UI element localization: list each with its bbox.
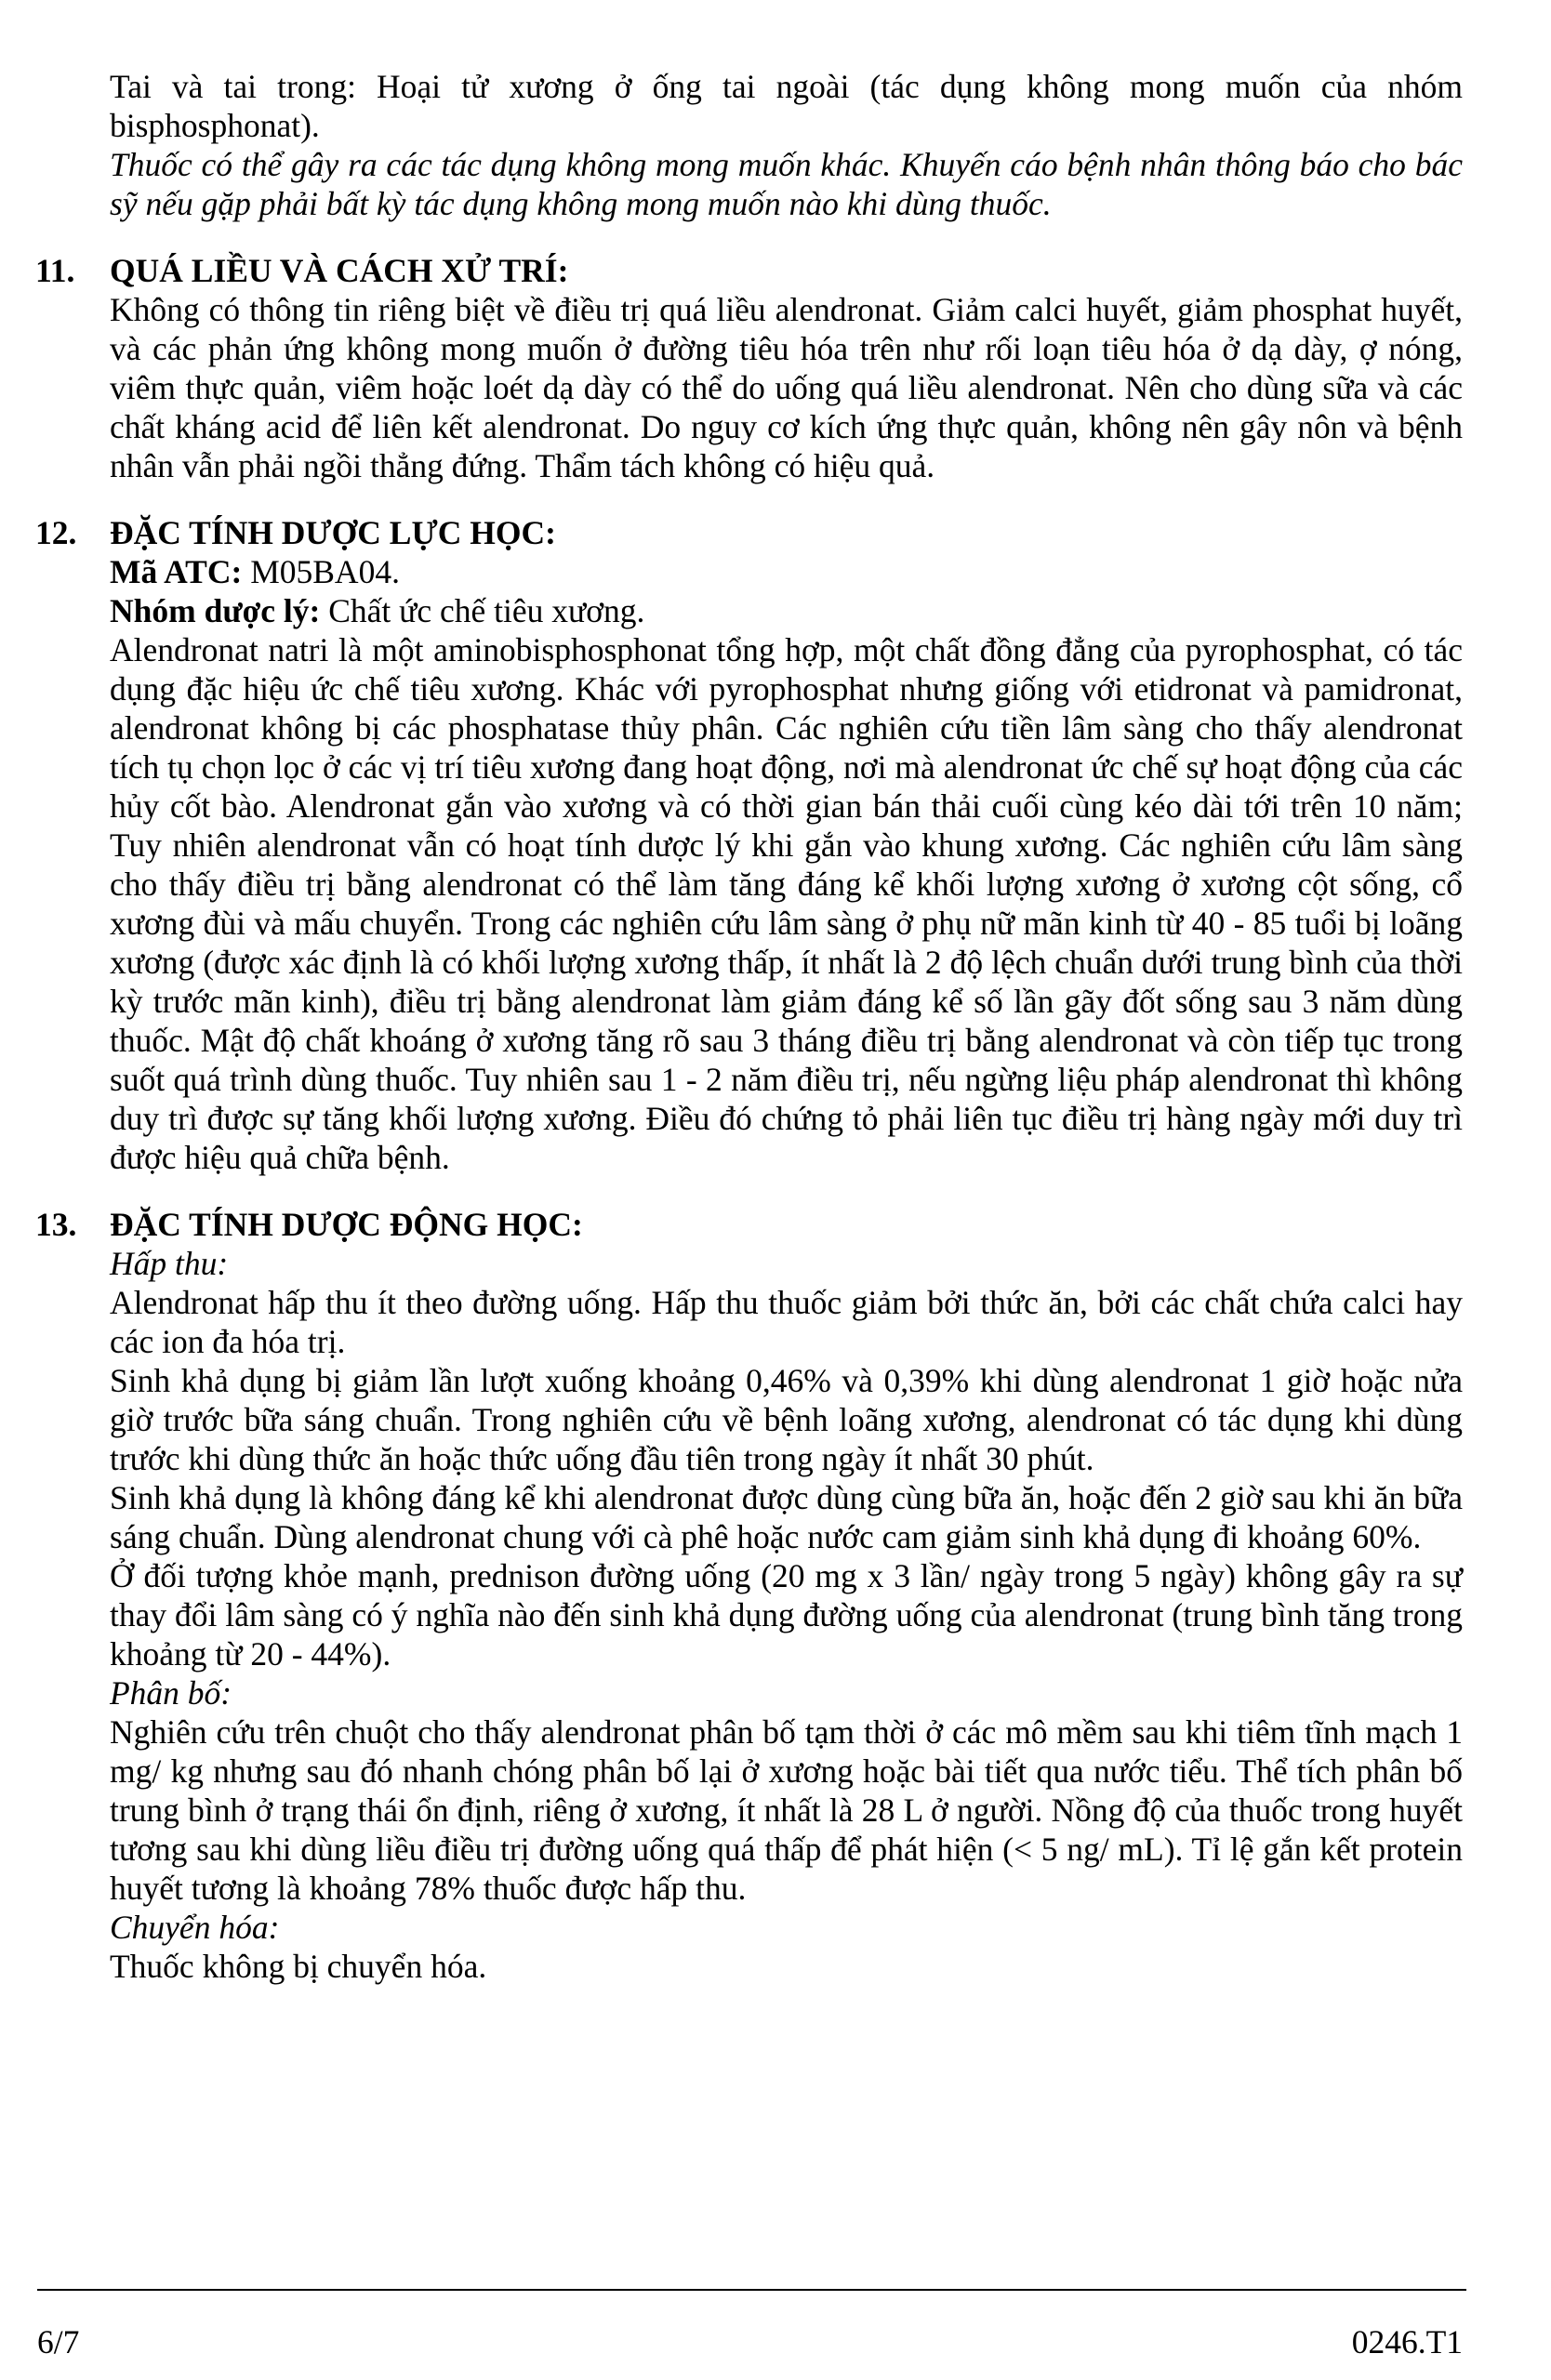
distribution-heading: Phân bố: — [110, 1674, 232, 1712]
section-title: ĐẶC TÍNH DƯỢC ĐỘNG HỌC: — [110, 1206, 583, 1243]
pharmacologic-group-line — [110, 591, 1463, 630]
absorption-paragraph: Sinh khả dụng là không đáng kể khi alendronat được dùng cùng bữa ăn, hoặc đến 2 giờ sau khi ăn bữa sáng chuẩn. Dùng alendronat chung với cà phê hoặc nước cam giảm sinh khả dụng đi khoảng 60%. — [110, 1479, 1463, 1555]
section-number: 13. — [35, 1206, 77, 1243]
document-code: 0246.T1 — [1351, 2323, 1463, 2360]
side-effect-warning: Thuốc có thể gây ra các tác dụng không mong muốn khác. Khuyến cáo bệnh nhân thông báo cho bác sỹ nếu gặp phải bất kỳ tác dụng không mong muốn nào khi dùng thuốc. — [110, 146, 1463, 222]
pharmacodynamics-text: Alendronat natri là một aminobisphosphonat tổng hợp, một chất đồng đẳng của pyrophosphat, có tác dụng đặc hiệu ức chế tiêu xương. Khác với pyrophosphat nhưng giống với etidronat và pamidronat, alendronat không bị các phosphatase thủy phân. Các nghiên cứu tiền lâm sàng cho thấy alendronat tích tụ chọn lọc ở các vị trí tiêu xương đang hoạt động, nơi mà alendronat ức chế sự hoạt động của các hủy cốt bào. Alendronat gắn vào xương và có thời gian bán thải cuối cùng kéo dài tới trên 10 năm; Tuy nhiên alendronat vẫn có hoạt tính dược lý khi gắn vào khung xương. Các nghiên cứu lâm sàng cho thấy điều trị bằng alendronat có thể làm tăng đáng kể khối lượng xương ở xương cột sống, cổ xương đùi và mấu chuyển. Trong các nghiên cứu lâm sàng ở phụ nữ mãn kinh từ 40 - 85 tuổi bị loãng xương (được xác định là có khối lượng xương thấp, ít nhất là 2 độ lệch chuẩn dưới trung bình của thời kỳ trước mãn kinh), điều trị bằng alendronat làm giảm đáng kể số lần gãy đốt sống sau 3 năm dùng thuốc. Mật độ chất khoáng ở xương tăng rõ sau 3 tháng điều trị bằng alendronat và còn tiếp tục trong suốt quá trình dùng thuốc. Tuy nhiên sau 1 - 2 năm điều trị, nếu ngừng liệu pháp alendronat thì không duy trì được sự tăng khối lượng xương. Điều đó chứng tỏ phải liên tục điều trị hàng ngày mới duy trì được hiệu quả chữa bệnh. — [110, 631, 1463, 1176]
absorption-paragraph: Ở đối tượng khỏe mạnh, prednison đường uống (20 mg x 3 lần/ ngày trong 5 ngày) không gây ra sự thay đổi lâm sàng có ý nghĩa nào đến sinh khả dụng đường uống của alendronat (trung bình tăng trong khoảng từ 20 - 44%). — [110, 1557, 1463, 1673]
atc-label: Mã ATC: — [110, 553, 243, 590]
page-number: 6/7 — [37, 2323, 80, 2360]
metabolism-paragraph: Thuốc không bị chuyển hóa. — [110, 1948, 487, 1985]
atc-code-line — [110, 552, 1463, 591]
footer-divider — [37, 2289, 1466, 2291]
document-body — [35, 67, 1463, 1986]
section-overdose — [35, 251, 1463, 485]
section-heading — [35, 1205, 1463, 1244]
overdose-text: Không có thông tin riêng biệt về điều trị quá liều alendronat. Giảm calci huyết, giảm phosphat huyết, và các phản ứng không mong muốn ở đường tiêu hóa trên như rối loạn tiêu hóa ở dạ dày, ợ nóng, viêm thực quản, viêm hoặc loét dạ dày có thể do uống quá liều alendronat. Nên cho dùng sữa và các chất kháng acid để liên kết alendronat. Do nguy cơ kích ứng thực quản, không nên gây nôn và bệnh nhân vẫn phải ngồi thẳng đứng. Thẩm tách không có hiệu quả. — [110, 291, 1463, 484]
distribution-paragraph: Nghiên cứu trên chuột cho thấy alendronat phân bố tạm thời ở các mô mềm sau khi tiêm tĩnh mạch 1 mg/ kg nhưng sau đó nhanh chóng phân bố lại ở xương hoặc bài tiết qua nước tiểu. Thể tích phân bố trung bình ở trạng thái ổn định, riêng ở xương, ít nhất là 28 L ở người. Nồng độ của thuốc trong huyết tương sau khi dùng liều điều trị đường uống quá thấp để phát hiện (< 5 ng/ mL). Tỉ lệ gắn kết protein huyết tương là khoảng 78% thuốc được hấp thu. — [110, 1713, 1463, 1907]
absorption-paragraph: Sinh khả dụng bị giảm lần lượt xuống khoảng 0,46% và 0,39% khi dùng alendronat 1 giờ hoặc nửa giờ trước bữa sáng chuẩn. Trong nghiên cứu về bệnh loãng xương, alendronat có tác dụng khi dùng trước khi dùng thức ăn hoặc thức uống đầu tiên trong ngày ít nhất 30 phút. — [110, 1362, 1463, 1477]
atc-value: M05BA04. — [242, 553, 400, 590]
section-number: 12. — [35, 514, 77, 551]
ear-side-effect-text: Tai và tai trong: Hoại tử xương ở ống tai ngoài (tác dụng không mong muốn của nhóm bisphosphonat). — [110, 68, 1463, 144]
section-title: QUÁ LIỀU VÀ CÁCH XỬ TRÍ: — [110, 252, 569, 289]
group-value: Chất ức chế tiêu xương. — [320, 592, 645, 629]
section-pharmacokinetics — [35, 1205, 1463, 1986]
group-label: Nhóm dược lý: — [110, 592, 321, 629]
section-number: 11. — [35, 252, 75, 289]
section-pharmacodynamics — [35, 513, 1463, 1177]
section-heading — [35, 251, 1463, 290]
absorption-heading: Hấp thu: — [110, 1245, 229, 1282]
section-title: ĐẶC TÍNH DƯỢC LỰC HỌC: — [110, 514, 556, 551]
metabolism-heading: Chuyển hóa: — [110, 1909, 280, 1946]
section-heading — [35, 513, 1463, 552]
absorption-paragraph: Alendronat hấp thu ít theo đường uống. Hấp thu thuốc giảm bởi thức ăn, bởi các chất chứa calci hay các ion đa hóa trị. — [110, 1284, 1463, 1360]
